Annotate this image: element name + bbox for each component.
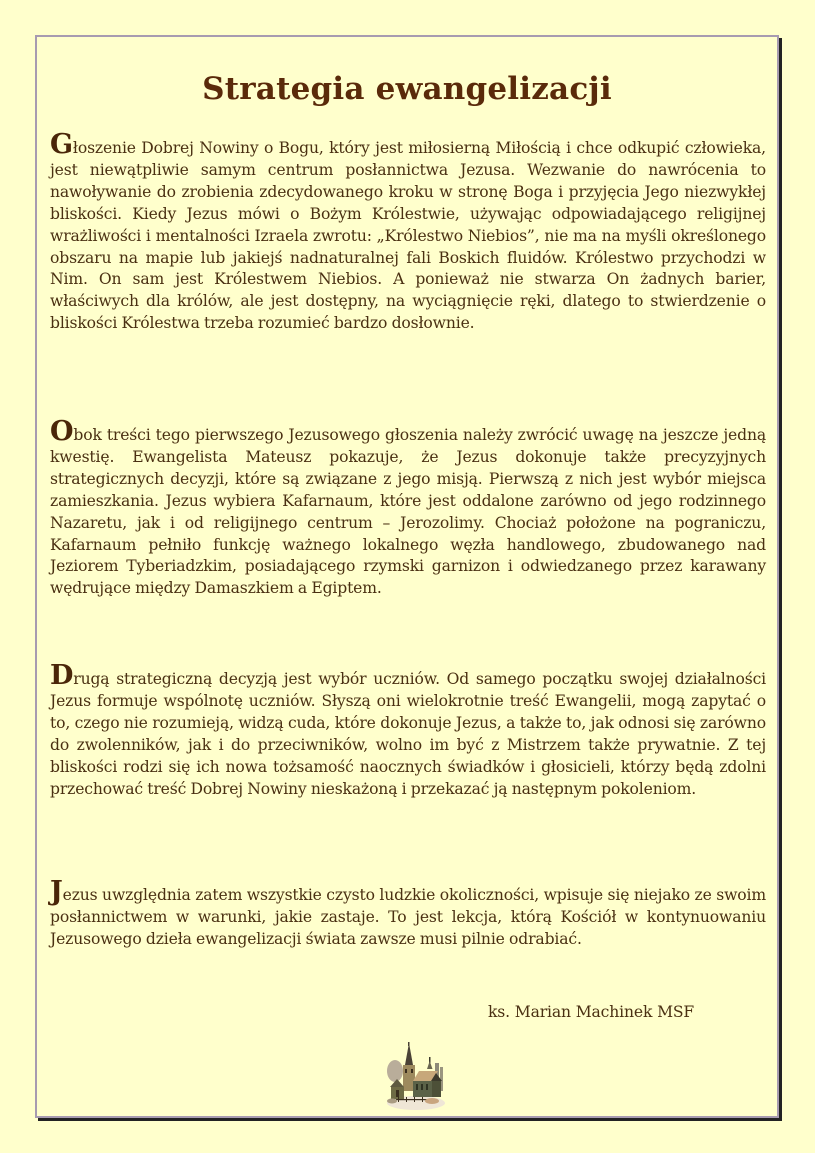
paragraph-4 — [50, 876, 766, 951]
paragraph-text: ezus uwzględnia zatem wszystkie czysto ludzkie okoliczności, wpisuje się niejako ze swoim posłannictwem w warunki, jakie zastaje. To jest lekcja, którą Kościół w kontynuowaniu Jezusowego dzieła ewangelizacji świata zawsze musi pilnie odrabiać. — [50, 886, 766, 948]
page-title: Strategia ewangelizacji — [202, 71, 612, 107]
dropcap-letter: G — [50, 129, 73, 160]
dropcap-letter: O — [50, 416, 74, 447]
church-illustration-icon — [386, 1041, 446, 1111]
paragraph-1 — [50, 129, 766, 335]
paragraph-text: bok treści tego pierwszego Jezusowego głoszenia należy zwrócić uwagę na jeszcze jedną kwestię. Ewangelista Mateusz pokazuje, że Jezus dokonuje także precyzyjnych strategicznych decyzji, które są związane z jego misją. Pierwszą z nich jest wybór miejsca zamieszkania. Jezus wybiera Kafarnaum, które jest oddalone zarówno od jego rodzinnego Nazaretu, jak i od religijnego centrum – Jerozolimy. Chociaż położone na pograniczu, Kafarnaum pełniło funkcję ważnego lokalnego węzła handlowego, zbudowanego nad Jeziorem Tyberiadzkim, posiadającego rzymski garnizon i odwiedzanego przez karawany wędrujące między Damaszkiem a Egiptem. — [50, 426, 766, 598]
paragraph-text: rugą strategiczną decyzją jest wybór uczniów. Od samego początku swojej działalności Jezus formuje wspólnotę uczniów. Słyszą oni wielokrotnie treść Ewangelii, mogą zapytać o to, czego nie rozumieją, widzą cuda, które dokonuje Jezus, a także to, jak odnosi się zarówno do zwolenników, jak i do przeciwników, wolno im być z Mistrzem także prywatnie. Z tej bliskości rodzi się ich nowa tożsamość naocznych świadków i głosicieli, którzy będą zdolni przechować treść Dobrej Nowiny nieskażoną i przekazać ją następnym pokoleniom. — [50, 670, 766, 798]
dropcap-letter: D — [50, 660, 74, 691]
page-frame — [35, 35, 779, 1118]
paragraph-text: łoszenie Dobrej Nowiny o Bogu, który jest miłosierną Miłością i chce odkupić człowieka, jest niewątpliwie samym centrum posłannictwa Jezusa. Wezwanie do nawrócenia to nawoływanie do zrobienia zdecydowanego kroku w stronę Boga i przyjęcia Jego niezwykłej bliskości. Kiedy Jezus mówi o Bożym Królestwie, używając odpowiadającego religijnej wrażliwości i mentalności Izraela zwrotu: „Królestwo Niebios”, nie ma na myśli określonego obszaru na mapie lub jakiejś nadnaturalnej fali Boskich fluidów. Królestwo przychodzi w Nim. On sam jest Królestwem Niebios. A ponieważ nie stwarza On żadnych barier, właściwych dla królów, ale jest dostępny, na wyciągnięcie ręki, dlatego to stwierdzenie o bliskości Królestwa trzeba rozumieć bardzo dosłownie. — [50, 139, 766, 333]
paragraph-3 — [50, 660, 766, 800]
dropcap-letter: J — [50, 876, 63, 907]
author-signature: ks. Marian Machinek MSF — [488, 1003, 695, 1021]
paragraph-2 — [50, 416, 766, 600]
